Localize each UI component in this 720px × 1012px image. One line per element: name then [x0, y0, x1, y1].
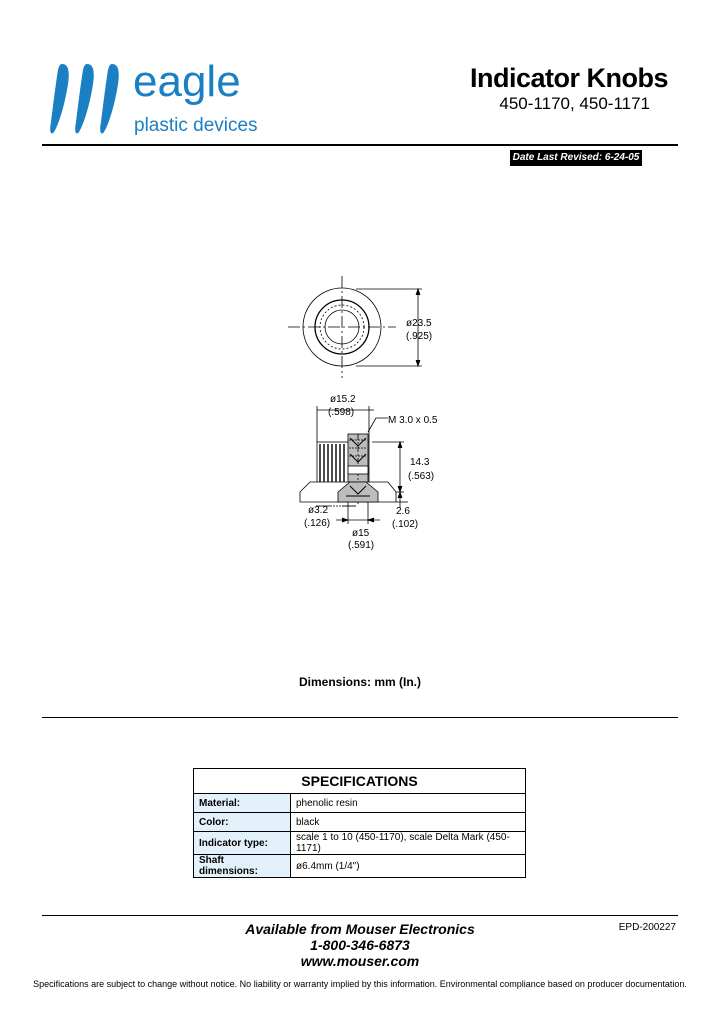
availability-text: Available from Mouser Electronics	[245, 921, 475, 937]
spec-label: Shaft dimensions:	[194, 855, 291, 878]
spec-label: Color:	[194, 813, 291, 832]
top-diameter-in: (.925)	[406, 331, 433, 342]
base-diameter-mm: ø15	[352, 528, 370, 539]
eagle-logo-stripes-icon	[50, 62, 130, 136]
page-title: Indicator Knobs	[469, 63, 668, 93]
base-diameter-in: (.591)	[348, 540, 375, 550]
revision-date-badge: Date Last Revised: 6-24-05	[510, 150, 642, 166]
part-numbers: 450-1170, 450-1171	[499, 94, 650, 113]
spec-label: Material:	[194, 794, 291, 813]
bore-diameter-mm: ø3.2	[308, 505, 329, 516]
knob-technical-drawing	[270, 270, 450, 550]
flange-height-mm: 2.6	[396, 506, 410, 517]
thread-spec: M 3.0 x 0.5	[388, 415, 438, 426]
height-in: (.563)	[408, 471, 435, 482]
website-link[interactable]: www.mouser.com	[300, 953, 420, 969]
brand-name: eagle	[133, 57, 241, 106]
spec-label: Indicator type:	[194, 832, 291, 855]
height-mm: 14.3	[410, 457, 430, 468]
phone-number: 1-800-346-6873	[310, 937, 410, 953]
specifications-table	[193, 768, 526, 878]
disclaimer-text: Specifications are subject to change without notice. No liability or warranty implied by this information. Environmental compliance based on producer documentation.	[33, 979, 687, 989]
table-row	[194, 855, 526, 878]
dimensions-caption: Dimensions: mm (In.)	[298, 675, 421, 689]
bore-diameter-in: (.126)	[304, 518, 331, 529]
header-divider	[42, 144, 678, 146]
table-row	[194, 813, 526, 832]
knob-top-view	[288, 276, 422, 378]
table-row	[194, 794, 526, 813]
brand-tagline: plastic devices	[134, 115, 258, 136]
footer-divider	[42, 915, 678, 916]
table-row	[194, 832, 526, 855]
flange-height-in: (.102)	[392, 519, 419, 530]
side-top-diameter-mm: ø15.2	[330, 394, 356, 405]
top-diameter-mm: ø23.5	[406, 318, 432, 329]
spec-value: ø6.4mm (1/4")	[291, 855, 526, 878]
section-divider	[42, 717, 678, 718]
side-top-diameter-in: (.598)	[328, 407, 355, 418]
spec-value: scale 1 to 10 (450-1170), scale Delta Mark (450-1171)	[291, 832, 526, 855]
spec-value: black	[291, 813, 526, 832]
document-code: EPD-200227	[618, 922, 676, 933]
spec-value: phenolic resin	[291, 794, 526, 813]
specifications-title: SPECIFICATIONS	[194, 769, 526, 794]
